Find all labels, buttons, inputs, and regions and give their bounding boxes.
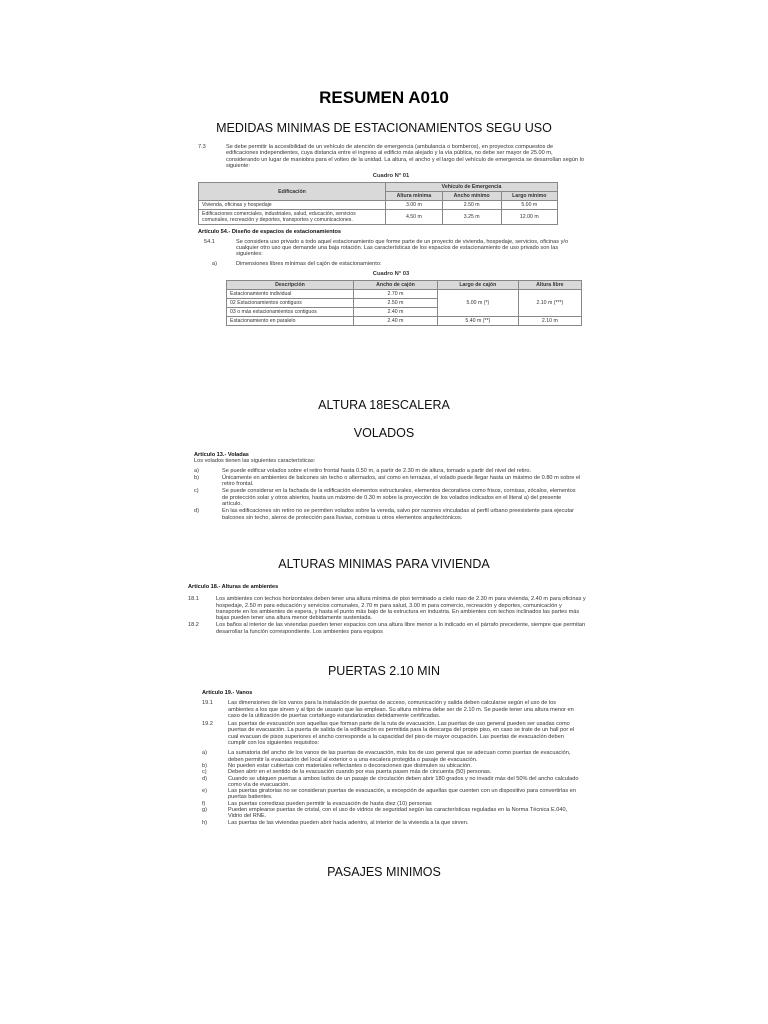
table-row: [227, 317, 582, 326]
paragraph-text: Dimensiones libres mínimas del cajón de estacionamiento:: [236, 260, 382, 267]
heading-volados: VOLADOS: [353, 426, 415, 440]
item-text: No pueden estar cubiertas con materiales reflectantes o decoraciones que disimulen su ubicación.: [228, 762, 472, 769]
table-header: Largo mínimo: [501, 192, 557, 201]
item-text: En las edificaciones sin retiro no se permiten volados sobre la vereda, salvo por razones vinculadas al perfil urbano preexistente para ejecutar balcones sin techo, aleros de protección para lluvias, cornisas u otros elementos arquitectónicos.: [222, 508, 574, 521]
table-header: Ancho mínimo: [442, 192, 501, 201]
table-cell: 3.00 m: [386, 201, 443, 210]
item-letter: g): [202, 807, 207, 814]
table-cell: 3.25 m: [442, 210, 501, 225]
item-text: Las puertas giratorias no se consideran puertas de evacuación, a excepción de aquellas que cuenten con un dispositivo para convertirlas en puertas batientes.: [228, 788, 576, 801]
table-cell: Estacionamiento individual: [227, 290, 354, 299]
heading-escalera: ALTURA 18ESCALERA: [318, 398, 450, 412]
list-item: [202, 788, 582, 801]
paragraph-7-3: [198, 144, 584, 169]
item-text: Los baños al interior de las viviendas pueden tener espacios con una altura libre menor a lo indicado en el párrafo precedente, siempre que permitan desarrollar la función correspondiente. Los ambientes para equipos: [216, 622, 586, 635]
item-letter: h): [202, 819, 207, 826]
item-text: Pueden emplearse puertas de cristal, con el uso de vidrios de seguridad según las características reguladas en la Norma Técnica E.040, Vidrio del RNE.: [228, 807, 568, 820]
table-cell: Vivienda, oficinas y hospedaje: [199, 201, 386, 210]
item-number: 19.1: [202, 700, 213, 707]
table-cell: 5.40 m (**): [437, 317, 518, 326]
table-cell: 5.00 m: [501, 201, 557, 210]
item-letter: e): [202, 788, 207, 795]
cuadro-03-title: Cuadro N° 03: [372, 270, 410, 277]
article-13-title: Artículo 13.- Voladas: [194, 452, 249, 458]
heading-pasajes: PASAJES MINIMOS: [327, 865, 441, 879]
table-cell: 5.00 m (*): [437, 290, 518, 317]
list-item: [188, 596, 586, 621]
list-item: [202, 750, 582, 763]
list-item: [194, 475, 582, 488]
item-letter: b): [194, 474, 199, 481]
list-item: [202, 776, 582, 789]
list-item: [194, 468, 582, 474]
heading-estacionamientos: MEDIDAS MINIMAS DE ESTACIONAMIENTOS SEGU USO: [216, 121, 552, 135]
item-letter: c): [202, 769, 207, 776]
list-item: [202, 721, 582, 746]
article-18-title: Artículo 18.- Alturas de ambientes: [188, 584, 279, 590]
list-item: [202, 807, 582, 820]
table-cell: 2.50 m: [354, 299, 438, 308]
item-letter: d): [202, 775, 207, 782]
table-cell: Estacionamiento en paralelo: [227, 317, 354, 326]
table-cell: 12.00 m: [501, 210, 557, 225]
cuadro-01-title: Cuadro N° 01: [372, 173, 410, 180]
item-text: Las puertas de las viviendas pueden abrir hacia adentro, al interior de la vivienda a la que sirven.: [228, 819, 469, 826]
table-row: [199, 201, 558, 210]
table-header: Largo de cajón: [437, 281, 518, 290]
item-letter: f): [202, 800, 206, 807]
item-letter: a): [202, 750, 207, 757]
item-text: Las dimensiones de los vanos para la instalación de puertas de acceso, comunicación y salida deben calcularse según el uso de los ambientes a los que sirven y al tipo de usuario que las emplean. Su altura mínima debe ser de 2.10 m. Se puede tener una altura menor en caso de la utilización de puertas cortafuego estandarizadas debidamente certificadas.: [228, 700, 574, 719]
paragraph-number: 54.1: [204, 238, 215, 245]
scan-volados: [194, 452, 582, 548]
page-title: RESUMEN A010: [319, 88, 449, 107]
scan-alturas: [188, 584, 586, 654]
table-cell: 2.50 m: [442, 201, 501, 210]
heading-puertas: PUERTAS 2.10 MIN: [327, 664, 441, 678]
cuadro-03-table: [226, 280, 582, 326]
item-number: 18.2: [188, 622, 199, 629]
table-cell: 2.10 m: [518, 317, 581, 326]
table-cell: 4.50 m: [386, 210, 443, 225]
list-item: [194, 508, 582, 521]
heading-alturas: ALTURAS MINIMAS PARA VIVIENDA: [278, 557, 490, 571]
paragraph-number: 7.3: [198, 144, 206, 150]
paragraph-54-1: [198, 239, 584, 258]
list-item: [194, 488, 582, 507]
list-item: [202, 820, 582, 826]
item-text: Cuando se ubiquen puertas a ambos lados de un pasaje de circulación deben abrir 180 grados y no invadir más del 50% del ancho calculado como vía de evacuación.: [228, 775, 579, 788]
paragraph-number: a): [212, 260, 217, 267]
list-item: [202, 700, 582, 719]
table-cell: Edificaciones comerciales, industriales, salud, educación, servicios comunales, recreación y deportes, transportes y comunicaciones.: [199, 210, 386, 225]
table-row: [199, 210, 558, 225]
paragraph-text: Se debe permitir la accesibilidad de un vehículo de atención de emergencia (ambulancia o bomberos), en proyectos compuestos de edificaciones independientes, cuya distancia entre el ingreso al edificio más alejado y la vía pública, no debe ser mayor de 25.00 m, considerando un lugar de maniobra para el volteo de la unidad. La altura, el ancho y el largo del vehículo de emergencia se desarrollan según lo siguiente:: [226, 144, 584, 169]
item-text: La sumatoria del ancho de los vanos de las puertas de evacuación, más los de uso general que se adecuan como puertas de evacuación, deben permitir la evacuación del local al exterior o a una escalera protegida o pasaje de evacuación.: [228, 750, 571, 763]
table-header: Altura mínima: [386, 192, 443, 201]
table-header: Descripción: [227, 281, 354, 290]
table-cell: 2.70 m: [354, 290, 438, 299]
item-letter: a): [194, 467, 199, 474]
paragraph-text: Se considera uso privado a todo aquel estacionamiento que forme parte de un proyecto de vivienda, hospedaje, servicios, oficinas y/o cualquier otro uso que demande una baja rotación. Las características de los espacios de estacionamiento de uso privado son las siguientes:: [236, 238, 569, 258]
item-text: Las puertas corredizas pueden permitir la evacuación de hasta diez (10) personas: [228, 800, 432, 807]
article-54-title: Artículo 54.- Diseño de espacios de estacionamientos: [198, 229, 341, 236]
list-item: [188, 622, 586, 635]
item-text: Únicamente en ambientes de balcones sin techo o alternados, así como en terrazas, el volado puede llegar hasta un máximo de 0.80 m sobre el retiro frontal.: [222, 474, 581, 488]
table-header: Edificación: [199, 183, 386, 201]
item-number: 19.2: [202, 721, 213, 728]
table-header: Vehículo de Emergencia: [386, 183, 558, 192]
item-letter: d): [194, 508, 199, 515]
table-row: [227, 290, 582, 299]
cuadro-01-table: [198, 182, 558, 225]
scan-puertas: [202, 690, 582, 854]
paragraph-a: [198, 261, 584, 267]
item-number: 18.1: [188, 596, 199, 603]
table-cell: 2.40 m: [354, 308, 438, 317]
scan-estacionamientos: [198, 144, 584, 392]
table-cell: 03 o más estacionamientos contiguos: [227, 308, 354, 317]
table-header: Ancho de cajón: [354, 281, 438, 290]
item-letter: b): [202, 762, 207, 769]
volados-intro: Los volados tienen las siguientes características:: [194, 458, 316, 465]
item-text: Deben abrir en el sentido de la evacuación cuando por esa puerta pasen más de cincuenta (50) personas.: [228, 769, 492, 776]
table-cell: 02 Estacionamientos contiguos: [227, 299, 354, 308]
article-19-title: Artículo 19.- Vanos: [202, 690, 253, 696]
item-text: Las puertas de evacuación son aquellas que forman parte de la ruta de evacuación. Las puertas de uso general pueden ser usadas como puertas de evacuación. La puerta de salida de la edificación es permitida para la descarga del propio piso, en caso se trate de un hall por el cual evacuan de pisos superiores el ancho corresponde a la capacidad del piso de mayor ocupación. Las puertas de evacuación deben cumplir con los siguientes requisitos:: [228, 721, 575, 747]
item-text: Los ambientes con techos horizontales deben tener una altura mínima de piso terminado a cielo raso de 2.30 m para vivienda, 2.40 m para oficinas y hospedaje, 2.50 m para educación y servicios comunales, 2.70 m para salud, 3.00 m para comercio, recreación y deportes, comunicación y transporte en los ambientes de espera, y hasta el punto más bajo de la estructura en industria. En ambientes con techos inclinados las partes más bajas pueden tener una altura menor debidamente sustentada.: [216, 596, 586, 622]
item-text: Se puede edificar volados sobre el retiro frontal hasta 0.50 m, a partir de 2.30 m de altura, tomado a partir del nivel del retiro.: [222, 467, 532, 474]
item-text: Se puede considerar en la fachada de la edificación elementos estructurales, elementos decorativos como frisos, cornisas, zócalos, elementos de protección solar y otros abiertos, hasta un máximo de 0.30 m sobre la proyección de los volados indicados en el literal a) del presente artículo.: [222, 488, 576, 508]
item-letter: c): [194, 488, 199, 495]
table-cell: 2.40 m: [354, 317, 438, 326]
table-header: Altura libre: [518, 281, 581, 290]
table-cell: 2.10 m (***): [518, 290, 581, 317]
